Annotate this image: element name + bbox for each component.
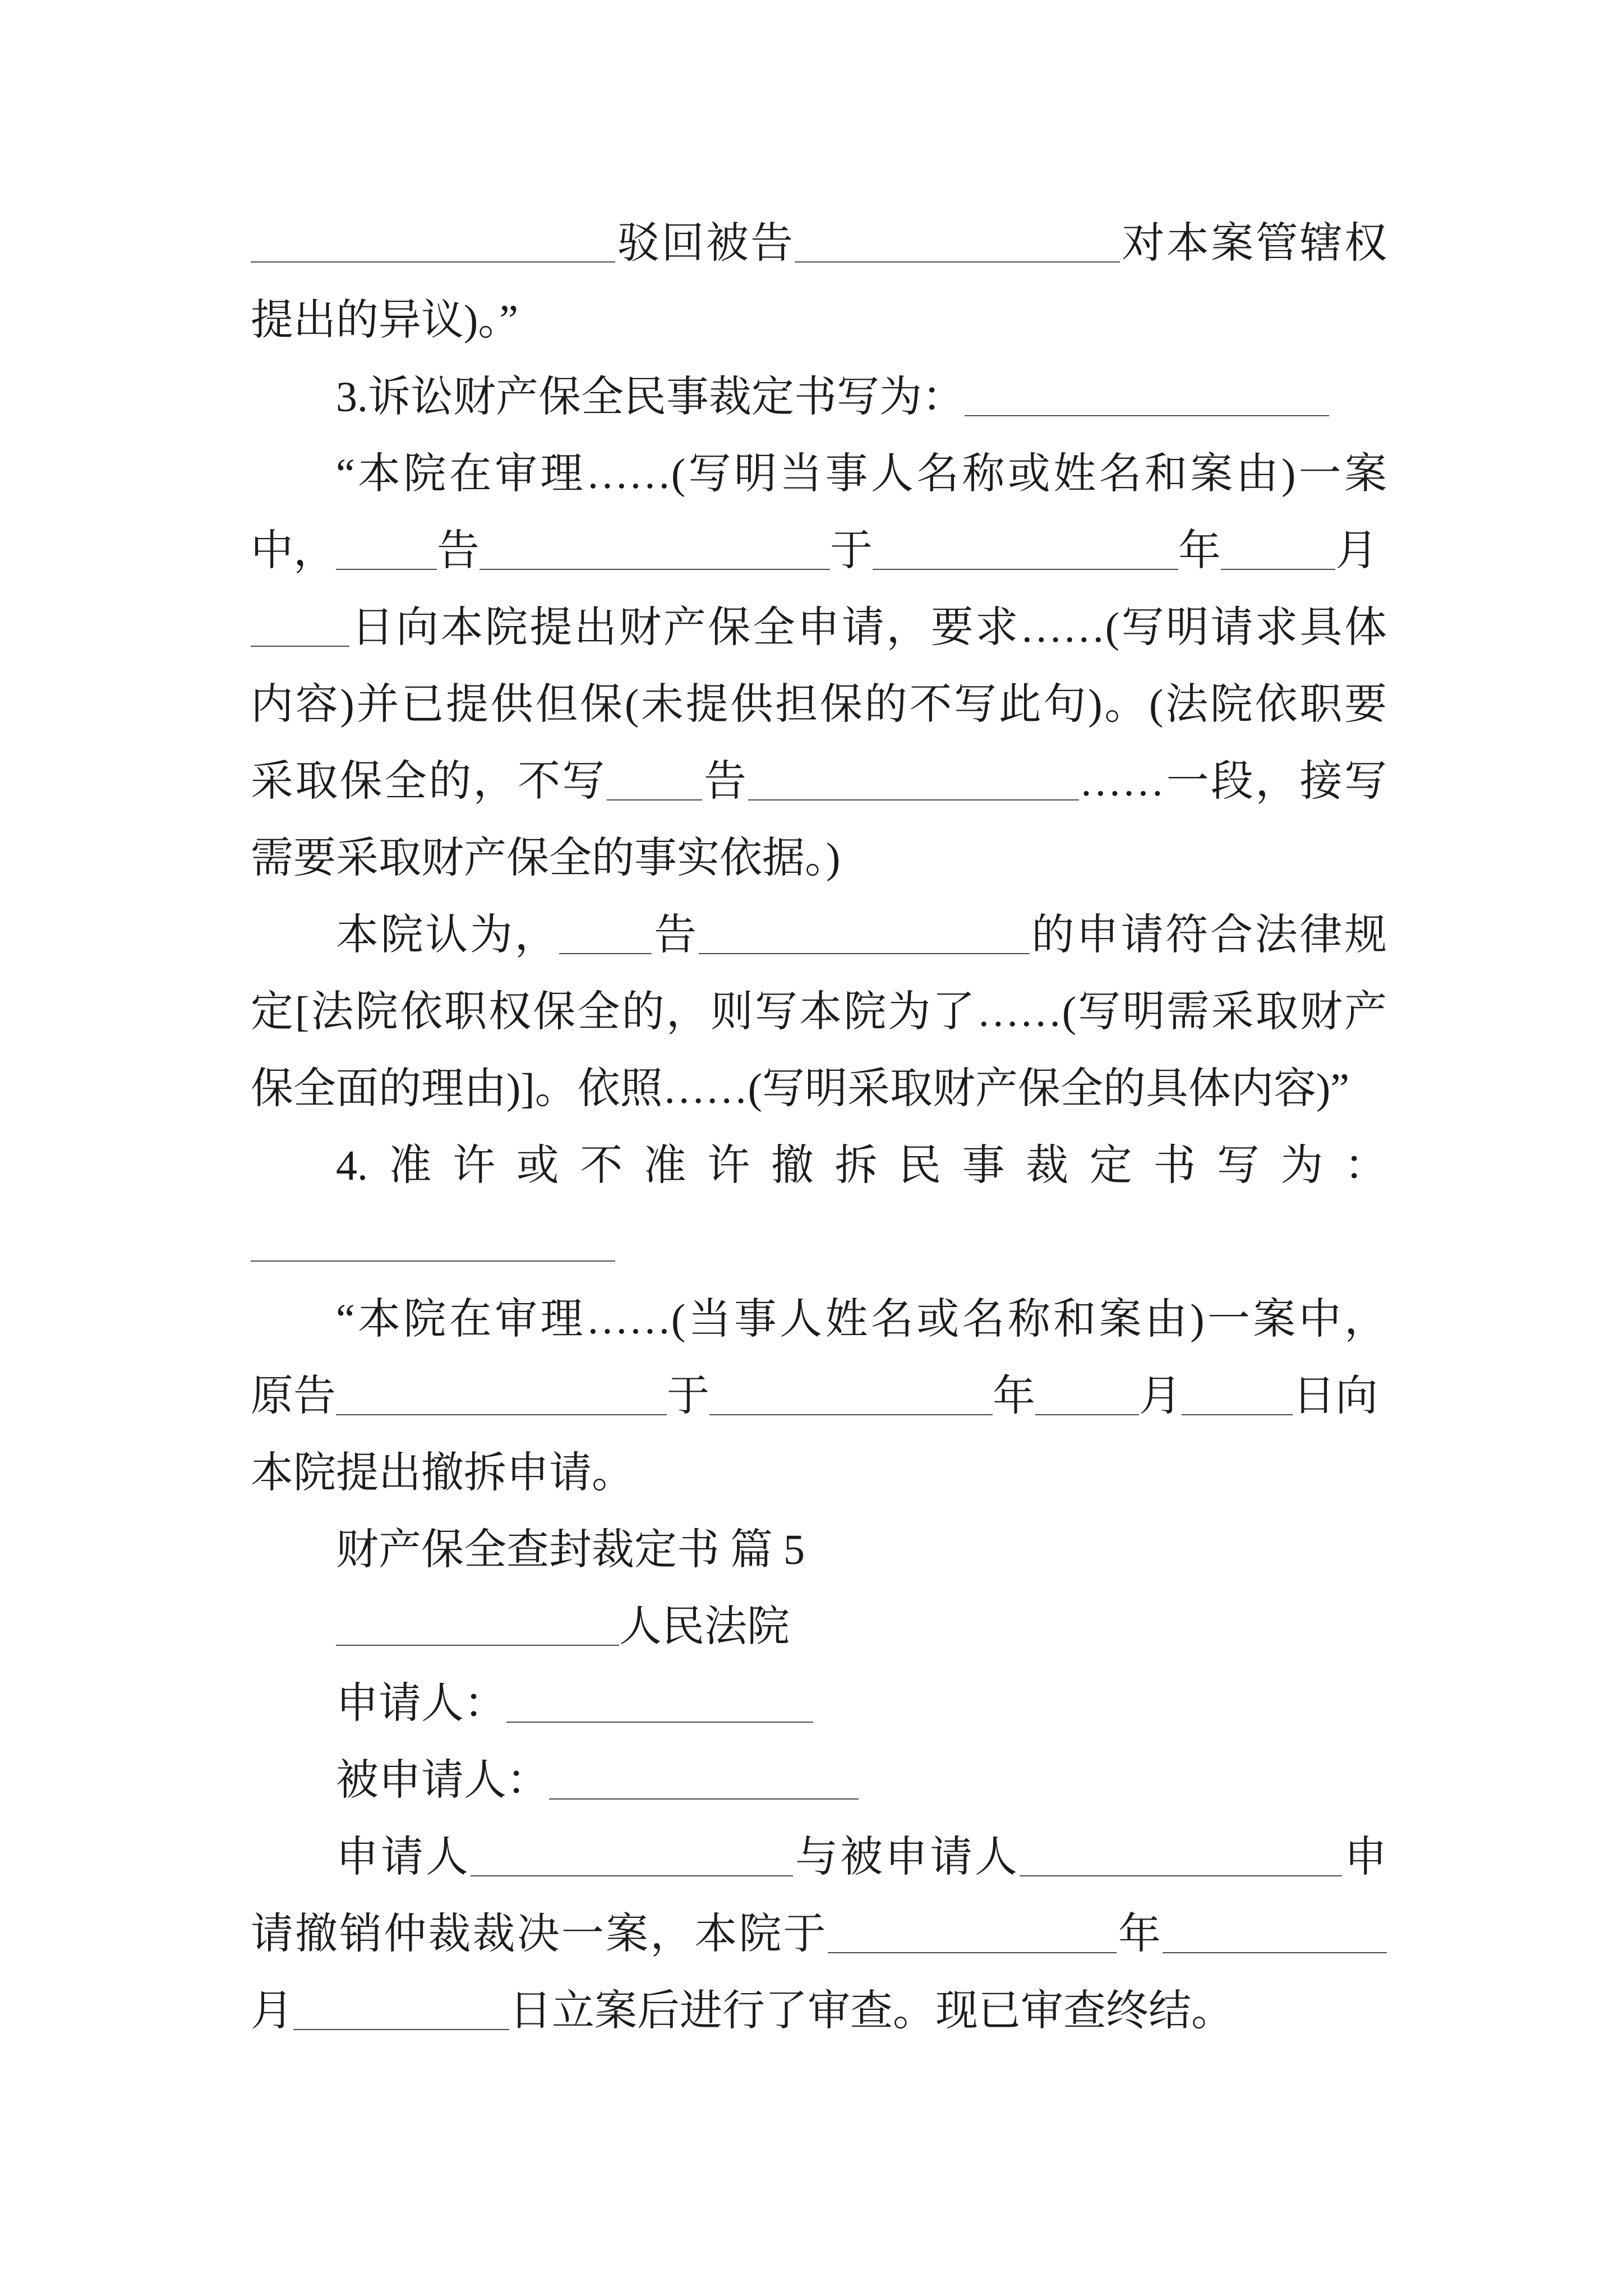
court-name-label: 人民法院 [619, 1603, 790, 1650]
text-segment: 请撤销仲裁裁决一案，本院于 [251, 1911, 828, 1958]
text-segment: 告 [702, 758, 749, 805]
text-line [251, 205, 1387, 282]
text-line [251, 743, 1387, 820]
paragraph [251, 897, 1387, 1128]
paragraph [251, 359, 1387, 436]
fill-in-blank [1182, 1403, 1293, 1415]
text-segment: 中， [251, 527, 336, 574]
text-segment: 日立案后进行了审查。现已审查终结。 [509, 1987, 1234, 2035]
respondent-label: 被申请人： [336, 1757, 549, 1804]
text-segment: 本院提出撤拆申请。 [251, 1450, 634, 1497]
text-segment: 对本案管辖权 [1120, 220, 1387, 267]
text-line [251, 897, 1387, 974]
item-heading: 3.诉讼财产保全民事裁定书写为： [336, 374, 965, 421]
text-segment: 内容)并已提供但保(未提供担保的不写此句)。(法院依职要 [251, 681, 1387, 728]
text-line [251, 436, 1387, 513]
fill-in-blank [795, 250, 1120, 263]
fill-in-blank [293, 2018, 509, 2030]
fill-in-blank [251, 250, 615, 263]
item-heading: 4.准许或不准许撤拆民事裁定书写为： [336, 1142, 1387, 1189]
text-line [251, 666, 1387, 743]
paragraph [251, 1819, 1387, 2050]
text-segment: 日向本院提出财产保全申请，要求……(写明请求具体 [349, 604, 1387, 651]
paragraph [251, 205, 1387, 359]
text-line [251, 282, 1387, 359]
text-line [251, 1435, 1387, 1512]
text-segment: 日向 [1293, 1373, 1378, 1420]
text-segment: 定[法院依职权保全的，则写本院为了……(写明需采取财产 [251, 988, 1387, 1036]
fill-in-blank [559, 942, 652, 954]
text-line [251, 1589, 1387, 1665]
text-line [251, 1819, 1387, 1896]
text-line [251, 1204, 1387, 1281]
text-segment: 保全面的理由)]。依照……(写明采取财产保全的具体内容)” [251, 1065, 1349, 1112]
text-segment: 申 [1342, 1834, 1387, 1881]
fill-in-blank [336, 558, 437, 570]
paragraph [251, 1281, 1387, 1512]
fill-in-blank [699, 942, 1030, 954]
paragraph [251, 1742, 1387, 1819]
text-segment: 告 [437, 527, 479, 574]
text-segment: 本院认为， [336, 912, 560, 959]
text-segment: 需要采取财产保全的事实依据。) [251, 835, 841, 882]
paragraph [251, 1128, 1387, 1281]
text-segment: ……一段，接写 [1079, 758, 1387, 805]
text-line [251, 1973, 1387, 2050]
text-segment: 月 [251, 1987, 293, 2035]
text-segment: 提出的异议)。” [251, 297, 519, 344]
text-segment: “本院在审理……(当事人姓名或名称和案由)一案中， [336, 1296, 1387, 1343]
text-line [251, 590, 1387, 666]
paragraph [251, 1589, 1387, 1665]
text-segment: 年 [1116, 1911, 1163, 1958]
fill-in-blank [607, 788, 702, 800]
text-segment: 年 [993, 1373, 1035, 1420]
fill-in-blank [336, 1403, 667, 1415]
text-segment: 月 [1139, 1373, 1182, 1420]
text-line [251, 1128, 1387, 1204]
text-line [251, 1281, 1387, 1358]
fill-in-blank [336, 1634, 619, 1646]
text-line [251, 1051, 1387, 1128]
fill-in-blank [873, 558, 1178, 570]
text-segment: 告 [652, 912, 699, 959]
text-segment: 申请人 [336, 1834, 471, 1881]
text-line [251, 359, 1387, 436]
fill-in-blank [965, 404, 1329, 416]
fill-in-blank [506, 1710, 813, 1723]
section-heading: 财产保全查封裁定书 篇 5 [336, 1526, 805, 1573]
text-segment: 原告 [251, 1373, 336, 1420]
text-line [251, 1742, 1387, 1819]
paragraph [251, 436, 1387, 897]
text-line [251, 513, 1387, 590]
fill-in-blank [471, 1864, 793, 1876]
text-line [251, 1358, 1387, 1435]
fill-in-blank [709, 1403, 993, 1415]
fill-in-blank [748, 788, 1079, 800]
document-body [251, 205, 1387, 2050]
fill-in-blank [251, 634, 349, 647]
fill-in-blank [479, 558, 830, 570]
fill-in-blank [1163, 1941, 1387, 1953]
fill-in-blank [251, 1249, 615, 1262]
text-segment: 的申请符合法律规 [1029, 912, 1387, 959]
applicant-label: 申请人： [336, 1680, 506, 1727]
fill-in-blank [1020, 1864, 1342, 1876]
text-line [251, 1896, 1387, 1973]
text-segment: “本院在审理……(写明当事人名称或姓名和案由)一案 [336, 450, 1387, 498]
text-segment: 月 [1335, 527, 1378, 574]
fill-in-blank [828, 1941, 1117, 1953]
fill-in-blank [1221, 558, 1335, 570]
text-segment: 于 [830, 527, 873, 574]
text-line [251, 974, 1387, 1051]
text-line [251, 820, 1387, 897]
text-segment: 采取保全的，不写 [251, 758, 607, 805]
fill-in-blank [549, 1787, 859, 1800]
fill-in-blank [1035, 1403, 1139, 1415]
text-line [251, 1665, 1387, 1742]
text-segment: 年 [1178, 527, 1221, 574]
text-segment: 驳回被告 [615, 220, 795, 267]
paragraph [251, 1512, 1387, 1589]
text-line [251, 1512, 1387, 1589]
text-segment: 于 [667, 1373, 709, 1420]
text-segment: 与被申请人 [793, 1834, 1020, 1881]
paragraph [251, 1665, 1387, 1742]
